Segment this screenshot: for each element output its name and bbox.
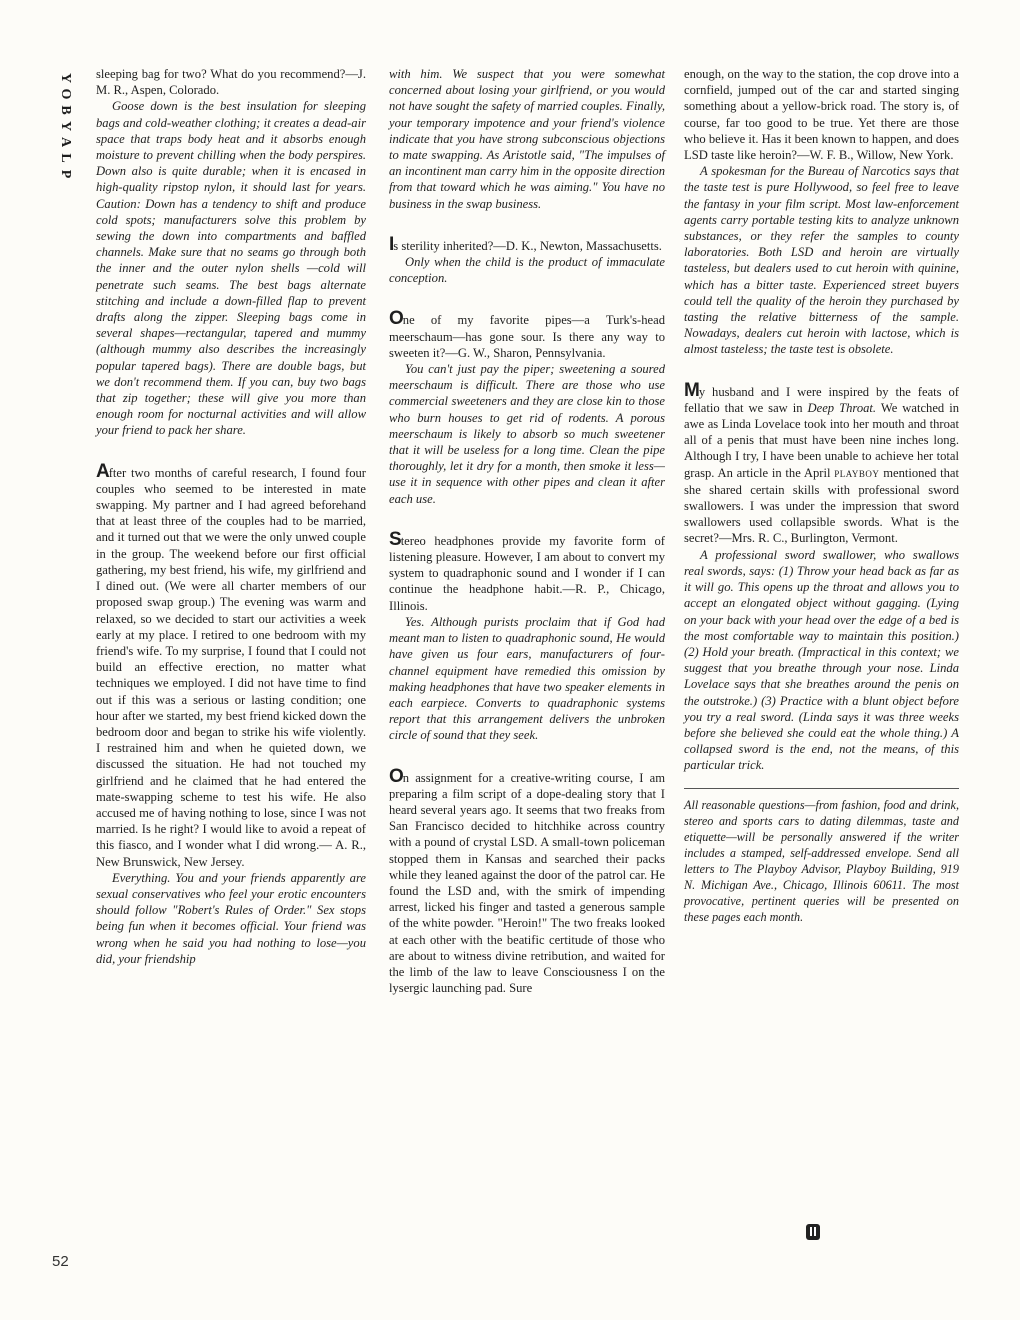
qa-mate-swapping-continued [389, 66, 665, 212]
masthead-vertical [54, 70, 76, 182]
answer-text: Only when the child is the product of immaculate conception. [389, 255, 665, 286]
column-3 [684, 66, 959, 925]
qa-lsd-story-continued [684, 66, 959, 358]
drop-cap: O [389, 765, 403, 787]
qa-headphones [389, 528, 665, 744]
question-paragraph [389, 308, 665, 361]
question-text: We watched in awe as Linda Lovelace took into her mouth and throat all of a penis that must have been nine inches long. Although I try, I have been unable to achieve her total grasp. An article in the April [684, 400, 959, 480]
column-2 [389, 66, 665, 996]
question-paragraph [389, 765, 665, 997]
answer-text: Goose down is the best insulation for sleeping bags and cold-weather clothing; it creates a dead-air space that traps body heat and it absorbs enough moisture to prevent chilling when the body perspires. Down also is quite durable; when it is encased in high-quality ripstop nylon, it should last for years. Caution: Down has a tendency to shift and produce cold spots; manufacturers solve this problem by sewing the down into compartments and baffled channels. Make sure that no seams go through both the inner and the outer nylon shells —cold will penetrate such seams. The best bags alternate stitching and include a down-filled flap to prevent drafts along the zipper. Sleeping bags come in several shapes—rectangular, tapered and mummy (although mummy also describes the increasingly popular tapered bags). There are double bags, but we don't recommend them. If you can, buy two bags that zip together; these will give you more than enough room for nocturnal activities and will allow your friend to pack her share. [96, 99, 366, 438]
qa-mate-swapping [96, 460, 366, 967]
submission-note: All reasonable questions—from fashion, food and drink, stereo and sports cars to dating dilemmas, taste and etiquette—will be personally answered if the writer includes a stamped, self-addressed envelope. Send all letters to The Playboy Advisor, Playboy Building, 919 N. Michigan Ave., Chicago, Illinois 60611. The most provocative, pertinent queries will be presented on these pages each month. [684, 797, 959, 924]
masthead-letter: L [58, 153, 73, 163]
qa-sterility [389, 233, 665, 287]
masthead-letter: O [58, 88, 73, 100]
drop-cap: I [389, 233, 394, 255]
qa-sword-swallowing [684, 379, 960, 774]
question-text: mentioned that she shared certain skills with professional sword swallowers. I was under the impression that sword swallowers used collapsible swords. What is the secret?—Mrs. R. C., Burlington, Vermont. [684, 465, 960, 546]
rabbit-end-mark-icon [806, 1224, 820, 1240]
answer-text: Everything. You and your friends apparently are sexual conservatives who feel your erotic encounters should follow "Robert's Rules of Order." Sex stops being fun when it becomes official. Your friend was wrong when he said you had nothing to lose—you did, your friendship [96, 870, 366, 966]
drop-cap: O [389, 308, 403, 330]
question-paragraph [684, 379, 960, 547]
answer-text: Yes. Although purists proclaim that if God had meant man to listen to quadraphonic sound, He would have given us four ears, manufacturers of four-channel equipment have remedied this omission by making headphones that have two speaker elements in each earpiece. Converts to quadraphonic systems report that this arrangement delivers the unbroken circle of sound that they seek. [389, 614, 665, 743]
question-text: sleeping bag for two? What do you recommend?—J. M. R., Aspen, Colorado. [96, 67, 366, 98]
masthead-letter: Y [58, 120, 73, 132]
page-number: 52 [52, 1253, 69, 1270]
qa-lsd-story [389, 765, 665, 997]
divider-rule [684, 788, 959, 789]
question-text: y husband and I were inspired by the feats of fellatio that we saw in [684, 384, 959, 415]
film-title: Deep Throat. [807, 400, 877, 415]
question-text: ne of my favorite pipes—a Turk's-head meerschaum—has gone sour. Is there any way to sweeten it?—G. W., Sharon, Pennsylvania. [389, 313, 665, 360]
question-text: enough, on the way to the station, the cop drove into a cornfield, jumped out of the car and started singing something about a yellow-brick road. The story is, of course, far too good to be true. Yet there are those who believe it. Has it been known to happen, and does LSD taste like heroin?—W. F. B., Willow, New York. [684, 67, 959, 163]
question-paragraph [389, 233, 665, 255]
drop-cap: M [684, 379, 699, 401]
masthead-letter: P [58, 169, 73, 179]
drop-cap: A [96, 460, 109, 482]
question-text: n assignment for a creative-writing course, I am preparing a film script of a dope-dealing story that I heard several years ago. It seems that two freaks from San Francisco decided to hitchhike across country with a pound of crystal LSD. A small-town policeman stopped them in Kansas and searched their packs while they leaned against the door of the patrol car. He found the LSD and, with the smirk of impending arrest, licked his finger and tasted a generous sample of the white powder. "Heroin!" The two freaks looked at each other with the beatific certitude of those who are about to witness divine retribution, and waited for the limb of the law to leave Consciousness I on the lysergic launching pad. Sure [389, 770, 665, 996]
magazine-name: PLAYBOY [834, 468, 880, 479]
answer-text: A professional sword swallower, who swallows real swords, says: (1) Throw your head back as far as it will go. This opens up the throat and allows you to accept an elongated object without gagging. (Lying on your back with your head over the edge of a bed is the most comfortable way to maintain this position.) (2) Hold your breath. (Impractical in this context; we suggest that you breathe through your nose. Linda Lovelace says that she breathes around the penis on the outstroke.) (3) Practice with a blunt object before you try a real sword. (Linda says it was three weeks before she believed she could eat the whole thing.) A collapsed sword is the end, not the means, of this particular trick. [684, 547, 959, 773]
question-text: s sterility inherited?—D. K., Newton, Massachusetts. [393, 238, 662, 253]
masthead-letter: A [58, 136, 73, 148]
answer-text: with him. We suspect that you were somewhat concerned about losing your girlfriend, or you would not have sought the safety of married couples. Finally, your temporary impotence and your friend's violence indicate that you have strong subconscious objections to mate swapping. As Aristotle said, "The impulses of an incontinent man carry him in the opposite direction from that toward which he was aiming." You have no business in the swap business. [389, 67, 665, 211]
column-1 [96, 66, 366, 967]
qa-sleeping-bag [96, 66, 366, 439]
masthead-letter: B [58, 105, 73, 115]
question-paragraph [96, 460, 366, 870]
masthead-letter: Y [58, 72, 73, 84]
answer-text: A spokesman for the Bureau of Narcotics says that the taste test is pure Hollywood, so feel free to leave the fantasy in your film script. Most law-enforcement agents carry portable testing kits to analyze unknown substances, or they refer the samples to county laboratories. Both LSD and heroin are virtually tasteless, but dealers used to cut heroin with quinine, which has a bitter taste. Experienced street buyers could tell the quality of the heroin they purchased by tasting the relative bitterness of the sample. Nowadays, dealers cut heroin with lactose, which is almost tasteless; the taste test is obsolete. [684, 164, 959, 357]
question-text: fter two months of careful research, I found four couples who seemed to be interested in mate swapping. My partner and I had agreed beforehand that at least three of the couples had to be married, and it turned out that we were the only unwed couple in the group. The weekend before our first official gathering, my best friend, his wife, my girlfriend and I dined out. (We were all charter members of our proposed swap group.) The evening was warm and relaxed, so we decided to start our activities a week early at my place. I retired to one bedroom with my friend's wife. To my surprise, I found that I could not build an effective erection, no matter what techniques we employed. I did not have time to find out if this was a serious or lasting condition; one hour after we started, my best friend kicked down the bedroom door and began to strike his wife violently. I restrained him and when he quieted down, we discussed the situation. He had not touched my girlfriend and he claimed that he had entered the mate-swapping scheme to test his wife. He also accused me of having nothing to lose, since I was not married. Is he right? I would like to avoid a repeat of this fiasco, and I wonder what I did wrong.— A. R., New Brunswick, New Jersey. [96, 465, 366, 869]
question-text: tereo headphones provide my favorite form of listening pleasure. However, I am about to convert my system to quadraphonic sound and I wonder if I can continue the headphone habit.—R. P., Chicago, Illinois. [389, 533, 665, 613]
drop-cap: S [389, 528, 401, 550]
answer-text: You can't just pay the piper; sweetening a soured meerschaum is difficult. There are those who use commercial sweeteners and they are close kin to those who burn houses to get rid of rodents. A porous meerschaum is likely to absorb so much sweetener that it will be useless for a long time. Clean the pipe thoroughly, let it dry for a month, then smoke it less—use it in sequence with other pipes and clean it after each use. [389, 362, 665, 506]
question-paragraph [389, 528, 665, 614]
qa-meerschaum [389, 308, 665, 506]
